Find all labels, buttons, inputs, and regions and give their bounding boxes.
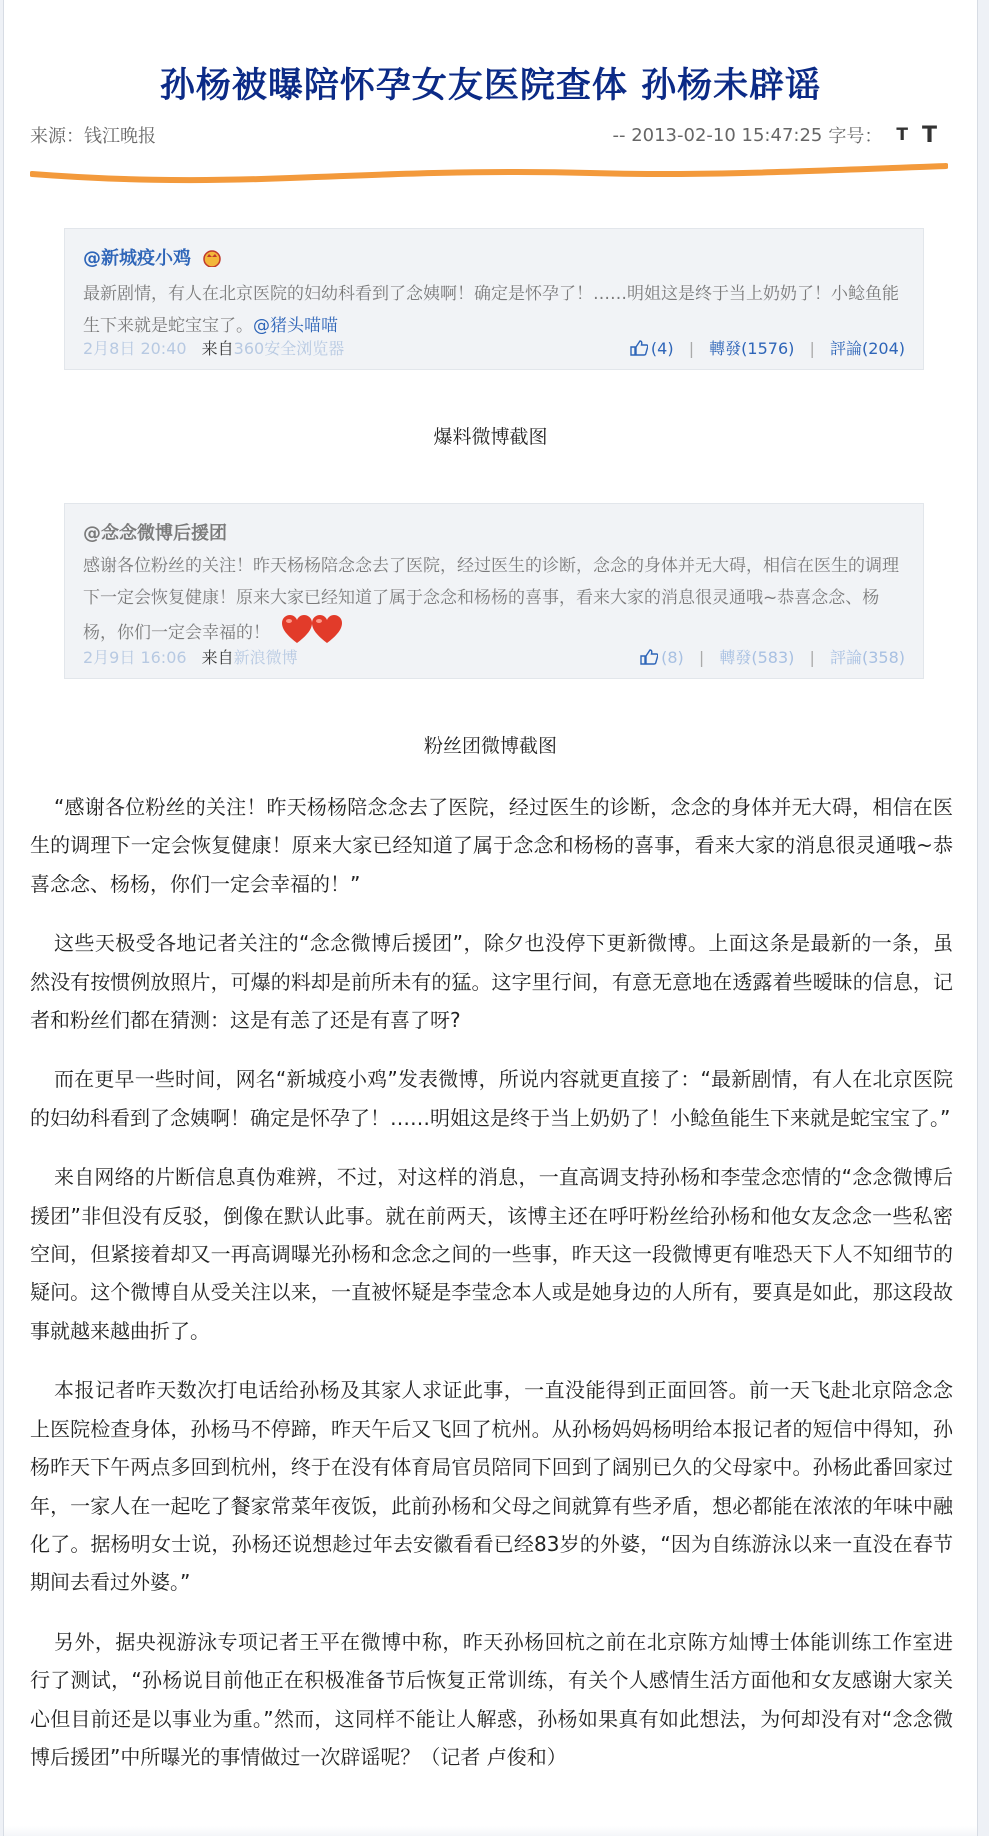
crown-icon xyxy=(202,246,222,278)
article-paragraph: 来自网络的片断信息真伪难辨，不过，对这样的消息，一直高调支持孙杨和李莹念恋情的“念念微博后援团”非但没有反驳，倒像在默认此事。就在前两天，该博主还在呼吁粉丝给孙杨和他女友念念一些私密空间，但紧接着却又一再高调曝光孙杨和念念之间的一些事，昨天这一段微博更有唯恐天下人不知细节的疑问。这个微博自从受关注以来，一直被怀疑是李莹念本人或是她身边的人所有，要真是如此，那这段故事就越来越曲折了。 xyxy=(30,1165,953,1343)
weibo-date[interactable]: 2月8日 20:40 xyxy=(83,339,187,358)
action-separator: | xyxy=(698,648,705,667)
comment-link[interactable]: 評論(204) xyxy=(829,339,905,358)
action-separator: | xyxy=(809,648,815,667)
weibo-screenshot-2 xyxy=(64,503,924,679)
action-separator: | xyxy=(688,339,695,358)
weibo-post-text: 最新剧情，有人在北京医院的妇幼科看到了念姨啊！确定是怀孕了！……明姐这是终于当上奶奶了！小鲶鱼能生下来就是蛇宝宝了。 xyxy=(83,284,899,336)
weibo-username[interactable]: @念念微博后援团 xyxy=(83,523,227,544)
image-caption-1: 爆料微博截图 xyxy=(433,426,548,448)
action-separator: | xyxy=(809,339,815,358)
weibo-actions xyxy=(640,642,905,674)
like-button[interactable] xyxy=(630,339,674,358)
article-title: 孙杨被曝陪怀孕女友医院查体 孙杨未辟谣 xyxy=(159,66,822,106)
article-page xyxy=(3,0,978,1836)
article-paragraph: “感谢各位粉丝的关注！昨天杨杨陪念念去了医院，经过医生的诊断，念念的身体并无大碍，相信在医生的调理下一定会恢复健康！原来大家已经知道了属于念念和杨杨的喜事，看来大家的消息很灵通哦~恭喜念念、杨杨，你们一定会幸福的！” xyxy=(30,795,953,896)
article-meta xyxy=(30,122,937,150)
thumb-up-icon xyxy=(640,644,658,660)
weibo-footer xyxy=(83,333,905,363)
font-size-label: 字号： xyxy=(828,126,883,147)
weibo-post-text: 感谢各位粉丝的关注！昨天杨杨陪念念去了医院，经过医生的诊断，念念的身体并无大碍，相信在医生的调理下一定会恢复健康！原来大家已经知道了属于念念和杨杨的喜事，看来大家的消息很灵通哦~恭喜念念、杨杨，你们一定会幸福的！ xyxy=(83,556,899,643)
weibo-client-link[interactable]: 360安全浏览器 xyxy=(233,339,345,358)
weibo-client-link[interactable]: 新浪微博 xyxy=(233,648,298,667)
font-size-small-button[interactable]: T xyxy=(896,125,908,145)
article-paragraph: 而在更早一些时间，网名“新城疫小鸡”发表微博，所说内容就更直接了：“最新剧情，有人在北京医院的妇幼科看到了念姨啊！确定是怀孕了！……明姐这是终于当上奶奶了！小鲶鱼能生下来就是蛇宝宝了。” xyxy=(30,1067,953,1130)
weibo-actions xyxy=(630,333,905,365)
like-count: (8) xyxy=(661,648,684,667)
like-count: (4) xyxy=(650,339,674,358)
weibo-footer xyxy=(83,642,905,672)
article-paragraph: 本报记者昨天数次打电话给孙杨及其家人求证此事，一直没能得到正面回答。前一天飞赴北京陪念念上医院检查身体，孙杨马不停蹄，昨天午后又飞回了杭州。从孙杨妈妈杨明给本报记者的短信中得知，孙杨昨天下午两点多回到杭州，终于在没有体育局官员陪同下回到了阔别已久的父母家中。孙杨此番回家过年，一家人在一起吃了餐家常菜年夜饭，此前孙杨和父母之间就算有些矛盾，想必都能在浓浓的年味中融化了。据杨明女士说，孙杨还说想趁过年去安徽看看已经83岁的外婆，“因为自练游泳以来一直没在春节期间去看过外婆。” xyxy=(30,1378,953,1595)
orange-divider xyxy=(30,160,948,190)
weibo-date[interactable]: 2月9日 16:06 xyxy=(83,648,187,667)
weibo-screenshot-1 xyxy=(64,228,924,370)
source-label: 来源： xyxy=(30,126,84,147)
article-body xyxy=(30,788,953,1797)
font-size-large-button[interactable]: T xyxy=(921,122,937,148)
publish-datetime: -- 2013-02-10 15:47:25 xyxy=(612,124,823,146)
bottom-edge xyxy=(4,1826,977,1836)
image-caption-2: 粉丝团微博截图 xyxy=(423,735,557,757)
meta-right xyxy=(612,122,937,148)
weibo-client-prefix: 来自 xyxy=(201,339,234,358)
comment-link[interactable]: 評論(358) xyxy=(829,648,905,667)
repost-link[interactable]: 轉發(583) xyxy=(719,648,795,667)
article-paragraph: 另外，据央视游泳专项记者王平在微博中称，昨天孙杨回杭之前在北京陈方灿博士体能训练工作室进行了测试，“孙杨说目前他正在积极准备节后恢复正常训练，有关个人感情生活方面他和女友感谢大家关心但目前还是以事业为重。”然而，这同样不能让人解惑，孙杨如果真有如此想法，为何却没有对“念念微博后援团”中所曝光的事情做过一次辟谣呢？（记者 卢俊和） xyxy=(30,1629,953,1769)
weibo-mention-link[interactable]: @猪头喵喵 xyxy=(253,316,338,336)
source-value: 钱江晚报 xyxy=(84,126,156,147)
thumb-up-icon xyxy=(630,335,648,351)
repost-link[interactable]: 轉發(1576) xyxy=(709,339,795,358)
article-paragraph: 这些天极受各地记者关注的“念念微博后援团”，除夕也没停下更新微博。上面这条是最新的一条，虽然没有按惯例放照片，可爆的料却是前所未有的猛。这字里行间，有意无意地在透露着些暧昧的信息，记者和粉丝们都在猜测：这是有恙了还是有喜了呀? xyxy=(30,931,953,1033)
weibo-client-prefix: 来自 xyxy=(201,648,234,667)
weibo-username[interactable]: @新城疫小鸡 xyxy=(83,248,191,269)
like-button[interactable] xyxy=(640,648,684,667)
